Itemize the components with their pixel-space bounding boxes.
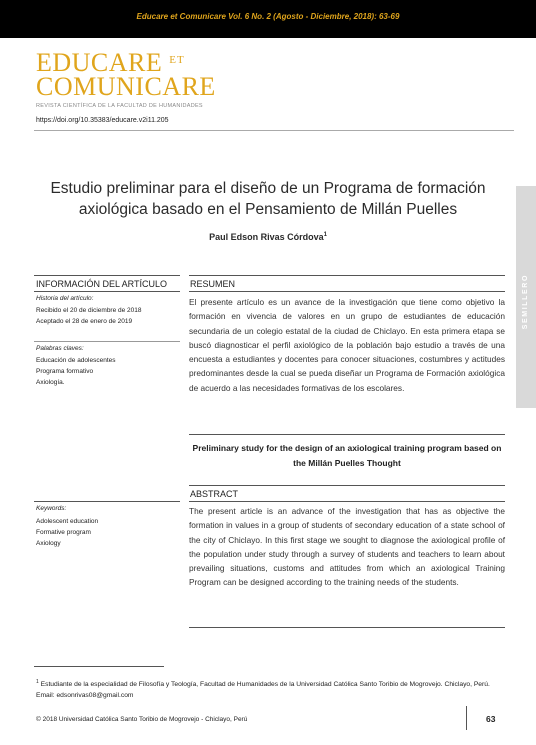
author-name: Paul Edson Rivas Córdova (209, 232, 324, 242)
keyword-es-item: Educación de adolescentes (36, 357, 116, 364)
abstract-header-rule (189, 501, 505, 502)
resumen-text: El presente artículo es un avance de la investigación que tiene como objetivo la formación en vivencia de valores en un grupo de estudiantes de educación secundaria de un colegio estatal de la ciudad de Chiclayo. En esta primera etapa se buscó diagnosticar el perfil axiológico de la población bajo estudio a través de una encuesta a estudiantes y docentes para conocer situaciones, costumbres y actitudes predominantes desde la cual se pueda diseñar un Programa de Formación axiológica de acuerdo a las necesidades formativas de los escolares. (189, 297, 505, 393)
history-label: Historia del artículo: (36, 295, 94, 302)
section-side-tab (516, 186, 536, 408)
english-title-top-rule (189, 434, 505, 435)
article-info-header-rule (34, 291, 180, 292)
resumen-header: RESUMEN (190, 279, 236, 289)
logo-word-et: ET (169, 54, 185, 66)
logo-subtitle: REVISTA CIENTÍFICA DE LA FACULTAD DE HUMANIDADES (36, 103, 203, 109)
logo-word-comunicare: COMUNICARE (36, 72, 216, 101)
header-divider (34, 130, 514, 131)
footnote-separator (34, 666, 164, 667)
resumen-top-rule (189, 275, 505, 276)
journal-header: Educare et Comunicare Vol. 6 No. 2 (Agosto - Diciembre, 2018): 63-69 (136, 12, 400, 21)
abstract-text: The present article is an advance of the investigation that has as objective the formation in values in a group of students of secondary education of a state school of the city of Chiclayo. In this first stage we sought to diagnose the axiological profile of the population under study through a survey of students and teachers to learn about prevailing situations, customs and attitudes from which an axiological Training Program can be designed according to the training needs of the students. (189, 506, 505, 588)
abstract-bottom-rule (189, 627, 505, 628)
logo-word-educare: EDUCARE (36, 48, 163, 77)
accepted-date: Aceptado el 28 de enero de 2019 (36, 318, 133, 325)
footer-copyright: © 2018 Universidad Católica Santo Toribio de Mogrovejo - Chiclayo, Perú (36, 716, 248, 723)
keyword-en-item: Adolescent education (36, 518, 99, 525)
article-author (40, 232, 496, 242)
keywords-en-label: Keywords: (36, 505, 67, 512)
footer-divider (466, 706, 467, 730)
keyword-es-item: Axiología. (36, 379, 65, 386)
received-date: Recibido el 20 de diciembre de 2018 (36, 307, 142, 314)
article-info-header: INFORMACIÓN DEL ARTÍCULO (36, 279, 168, 289)
keyword-en-item: Axiology (36, 540, 61, 547)
article-title: Estudio preliminar para el diseño de un Programa de formación axiológica basado en el Pensamiento de Millán Puelles (50, 180, 486, 218)
keyword-en-item: Formative program (36, 529, 91, 536)
journal-logo (36, 48, 216, 99)
resumen-header-rule (189, 291, 505, 292)
page-number: 63 (486, 714, 496, 724)
footnote-text: Estudiante de la especialidad de Filosofía y Teología, Facultad de Humanidades de la Universidad Católica Santo Toribio de Mogrovejo. Chiclayo, Perú. Email: edsonrivas08@gmail.com (36, 681, 490, 700)
abstract-header: ABSTRACT (190, 489, 239, 499)
article-info-top-rule (34, 275, 180, 276)
footnote-mark: 1 (36, 679, 39, 685)
keywords-es-label: Palabras claves: (36, 345, 84, 352)
doi-link[interactable]: https://doi.org/10.35383/educare.v2i11.205 (36, 117, 169, 124)
section-side-label: SEMILLERO (522, 274, 529, 330)
english-title: Preliminary study for the design of an axiological training program based on the Millán Puelles Thought (192, 443, 502, 468)
abstract-top-rule (189, 485, 505, 486)
keywords-en-rule (34, 501, 180, 502)
keyword-es-item: Programa formativo (36, 368, 94, 375)
author-footnote-mark: 1 (323, 232, 327, 238)
journal-header-bar (0, 0, 536, 38)
history-divider (34, 341, 180, 342)
author-footnote (36, 677, 506, 701)
